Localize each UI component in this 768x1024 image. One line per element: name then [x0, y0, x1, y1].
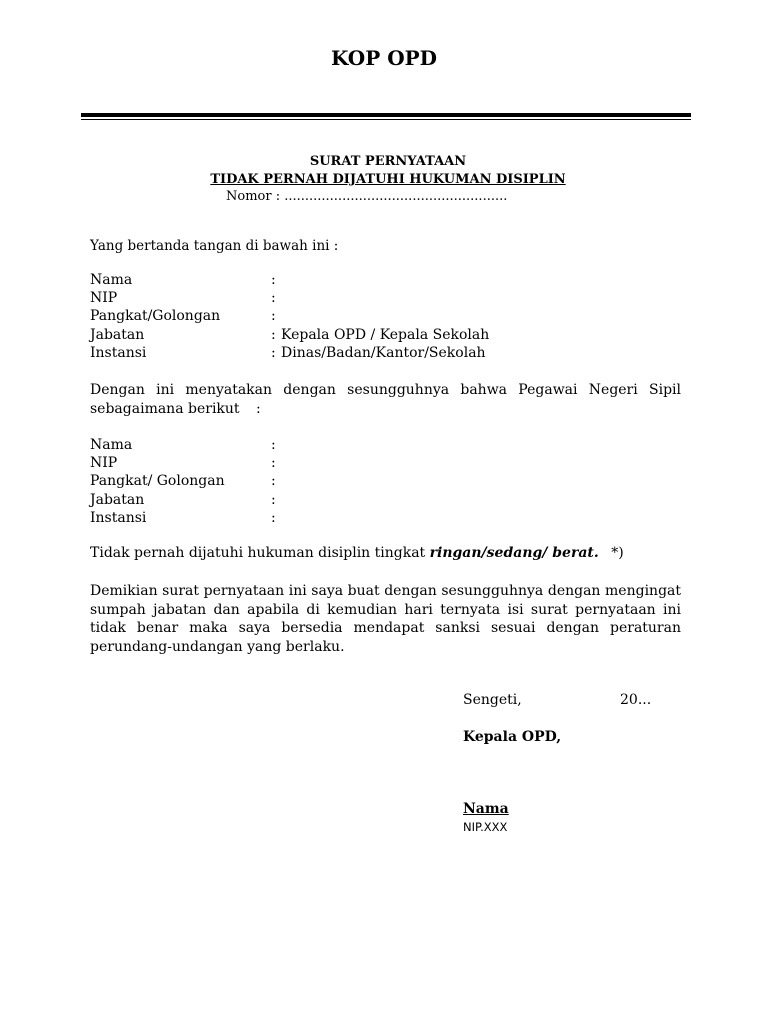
discipline-prefix: Tidak pernah dijatuhi hukuman disiplin tingkat [90, 545, 430, 561]
signer-field-row [90, 271, 590, 289]
statement-line-2 [90, 400, 261, 419]
letter-subtitle: TIDAK PERNAH DIJATUHI HUKUMAN DISIPLIN [210, 172, 566, 187]
signer-field-row [90, 307, 590, 325]
closing-paragraph: Demikian surat pernyataan ini saya buat dengan sesungguhnya dengan mengingat sumpah jabatan dan apabila di kemudian hari ternyata isi surat pernyataan ini tidak benar maka saya bersedia mendapat sanksi sesuai dengan peraturan perundang-undangan yang berlaku. [90, 583, 681, 655]
discipline-statement [90, 545, 624, 561]
field-colon: : [271, 326, 276, 343]
field-colon: : [271, 290, 276, 307]
signer-field-row [90, 289, 590, 307]
field-value: Kepala OPD / Kepala Sekolah [281, 326, 490, 343]
field-label: Pangkat/Golongan [90, 308, 221, 325]
employee-field-row [90, 491, 590, 509]
letter-title: SURAT PERNYATAAN [309, 154, 467, 169]
field-label: Pangkat/ Golongan [90, 473, 225, 490]
field-label: Nama [90, 437, 133, 453]
letterhead-rule-thin [81, 119, 691, 120]
field-colon: : [271, 308, 276, 325]
employee-field-row [90, 436, 590, 454]
field-colon: : [271, 272, 276, 288]
field-value: Dinas/Badan/Kantor/Sekolah [281, 344, 486, 361]
signer-field-row [90, 326, 590, 344]
statement-line-1: Dengan ini menyatakan dengan sesungguhnya bahwa Pegawai Negeri Sipil [90, 382, 681, 398]
employee-fields [90, 436, 590, 527]
employee-field-row [90, 509, 590, 527]
field-colon: : [271, 344, 276, 361]
footnote-marker: *) [611, 545, 624, 561]
letter-number: Nomor : ...................................................... [226, 189, 508, 204]
field-label: Nama [90, 272, 133, 288]
field-colon: : [271, 509, 276, 526]
signature-nip: NIP.XXX [463, 820, 508, 834]
field-label: NIP [90, 455, 118, 472]
statement-colon: : [256, 401, 261, 417]
field-label: Jabatan [90, 326, 145, 343]
signer-field-row [90, 344, 590, 362]
field-colon: : [271, 473, 276, 490]
field-label: Instansi [90, 509, 147, 526]
signer-fields [90, 271, 590, 362]
discipline-levels: ringan/sedang/ berat. [429, 545, 599, 561]
signature-name: Nama [463, 801, 509, 817]
signature-position: Kepala OPD, [463, 729, 562, 745]
field-label: Jabatan [90, 491, 145, 508]
letterhead-rule-thick [81, 113, 691, 117]
field-colon: : [271, 455, 276, 472]
statement-line-2-text: sebagaimana berikut [90, 401, 240, 417]
signature-year: 20... [620, 692, 652, 708]
field-colon: : [271, 437, 276, 453]
letterhead-title: KOP OPD [330, 46, 438, 70]
field-label: Instansi [90, 344, 147, 361]
employee-field-row [90, 454, 590, 472]
intro-text: Yang bertanda tangan di bawah ini : [90, 238, 339, 254]
field-label: NIP [90, 290, 118, 307]
signature-place: Sengeti, [463, 692, 522, 708]
field-colon: : [271, 491, 276, 508]
employee-field-row [90, 472, 590, 490]
